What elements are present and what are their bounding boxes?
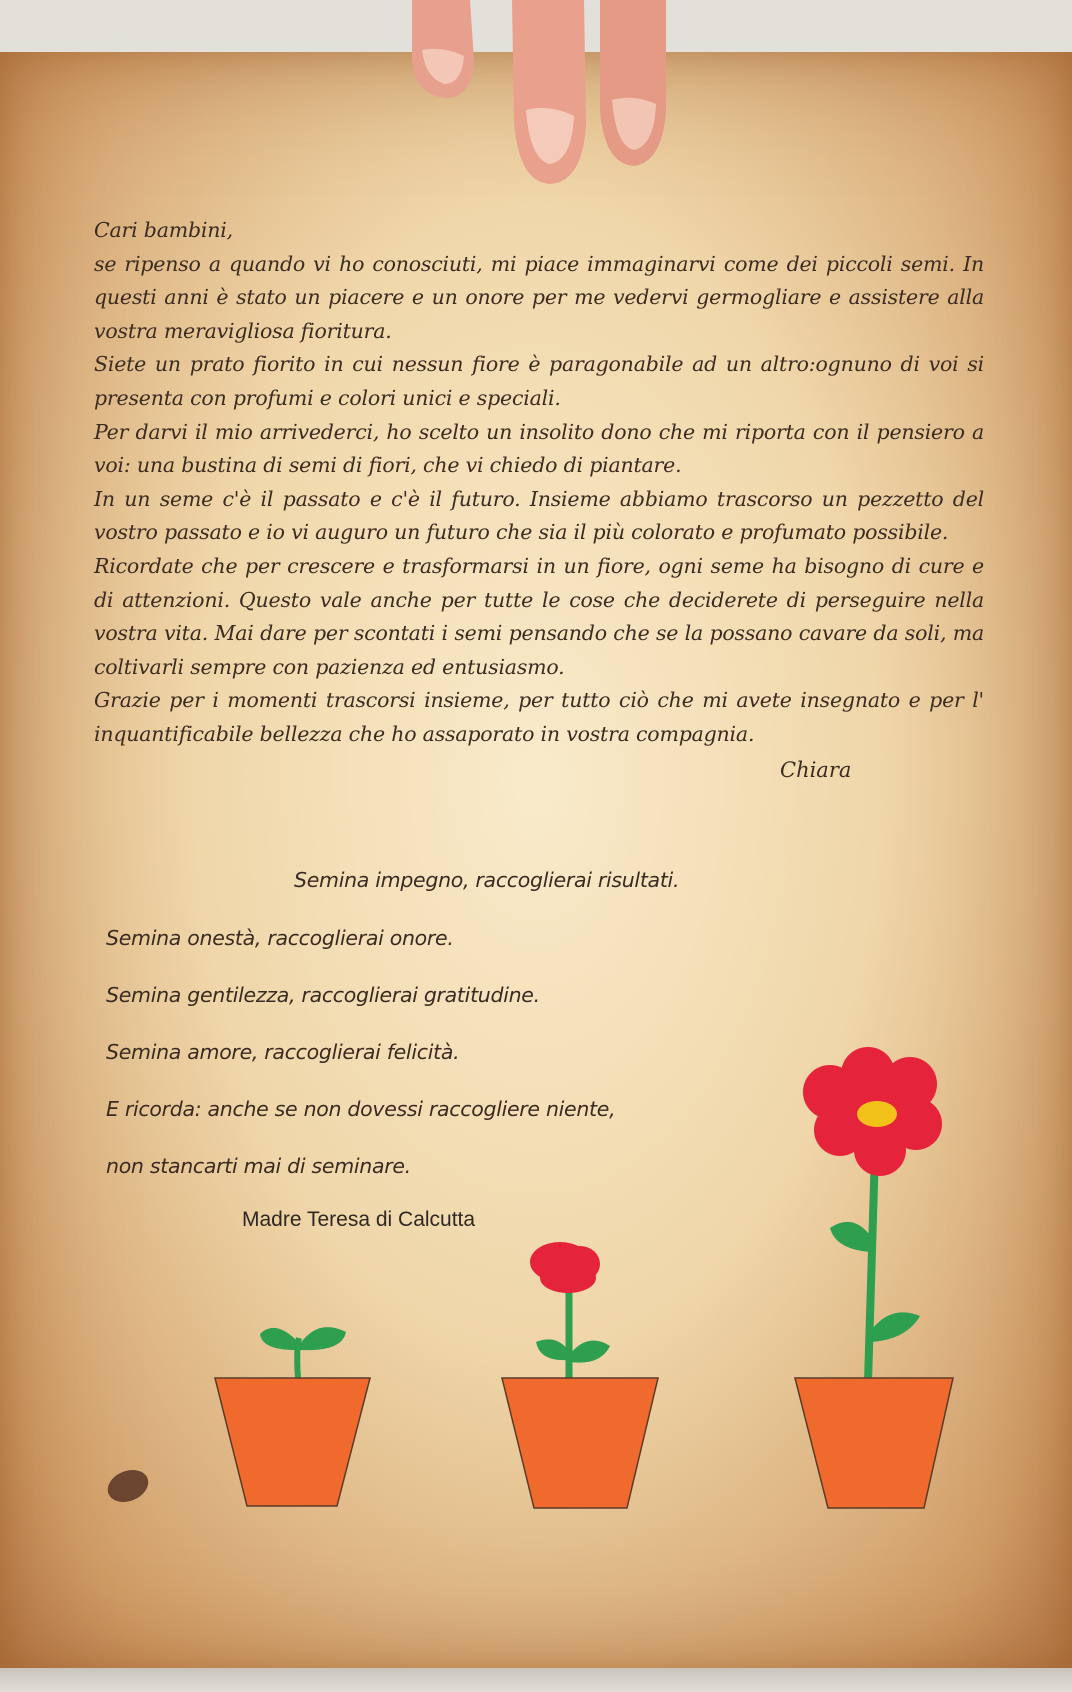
quote-line: Semina onestà, raccoglierai onore.	[106, 926, 454, 950]
letter-paragraph: se ripenso a quando vi ho conosciuti, mi piace immaginarvi come dei piccoli semi. In questi anni è stato un piacere e un onore per me vedervi germogliare e assistere alla vostra meravigliosa fioritura.	[94, 251, 984, 343]
quote-line: E ricorda: anche se non dovessi raccogliere niente,	[106, 1097, 616, 1121]
letter-paragraph: Ricordate che per crescere e trasformarsi in un fiore, ogni seme ha bisogno di cure e di attenzioni. Questo vale anche per tutte le cose che deciderete di perseguire nella vostra vita. Mai dare per scontati i semi pensando che se la possano cavare da soli, ma coltivarli sempre con pazienza ed entusiasmo.	[94, 553, 984, 679]
quote-line: Semina gentilezza, raccoglierai gratitudine.	[106, 983, 540, 1007]
quote-line-title: Semina impegno, raccoglierai risultati.	[294, 868, 680, 892]
letter-greeting: Cari bambini,	[94, 218, 233, 242]
letter-body	[94, 214, 984, 752]
letter-signature: Chiara	[780, 758, 852, 782]
letter-paragraph: Per darvi il mio arrivederci, ho scelto un insolito dono che mi riporta con il pensiero a voi: una bustina di semi di fiori, che vi chiedo di piantare.	[94, 419, 984, 478]
letter-paragraph: In un seme c'è il passato e c'è il futuro. Insieme abbiamo trascorso un pezzetto del vostro passato e io vi auguro un futuro che sia il più colorato e profumato possibile.	[94, 486, 984, 545]
quote-author: Madre Teresa di Calcutta	[242, 1208, 476, 1231]
quote-line: Semina amore, raccoglierai felicità.	[106, 1040, 460, 1064]
letter-paragraph: Siete un prato fiorito in cui nessun fiore è paragonabile ad un altro:ognuno di voi si presenta con profumi e colori unici e speciali.	[94, 352, 984, 410]
quote-line: non stancarti mai di seminare.	[106, 1154, 411, 1178]
paper-bottom-edge	[0, 1668, 1072, 1692]
hand-fingers-image	[400, 0, 720, 190]
letter-paragraph: Grazie per i momenti trascorsi insieme, per tutto ciò che mi avete insegnato e per l' inquantificabile bellezza che ho assaporato in vostra compagnia.	[94, 688, 984, 746]
